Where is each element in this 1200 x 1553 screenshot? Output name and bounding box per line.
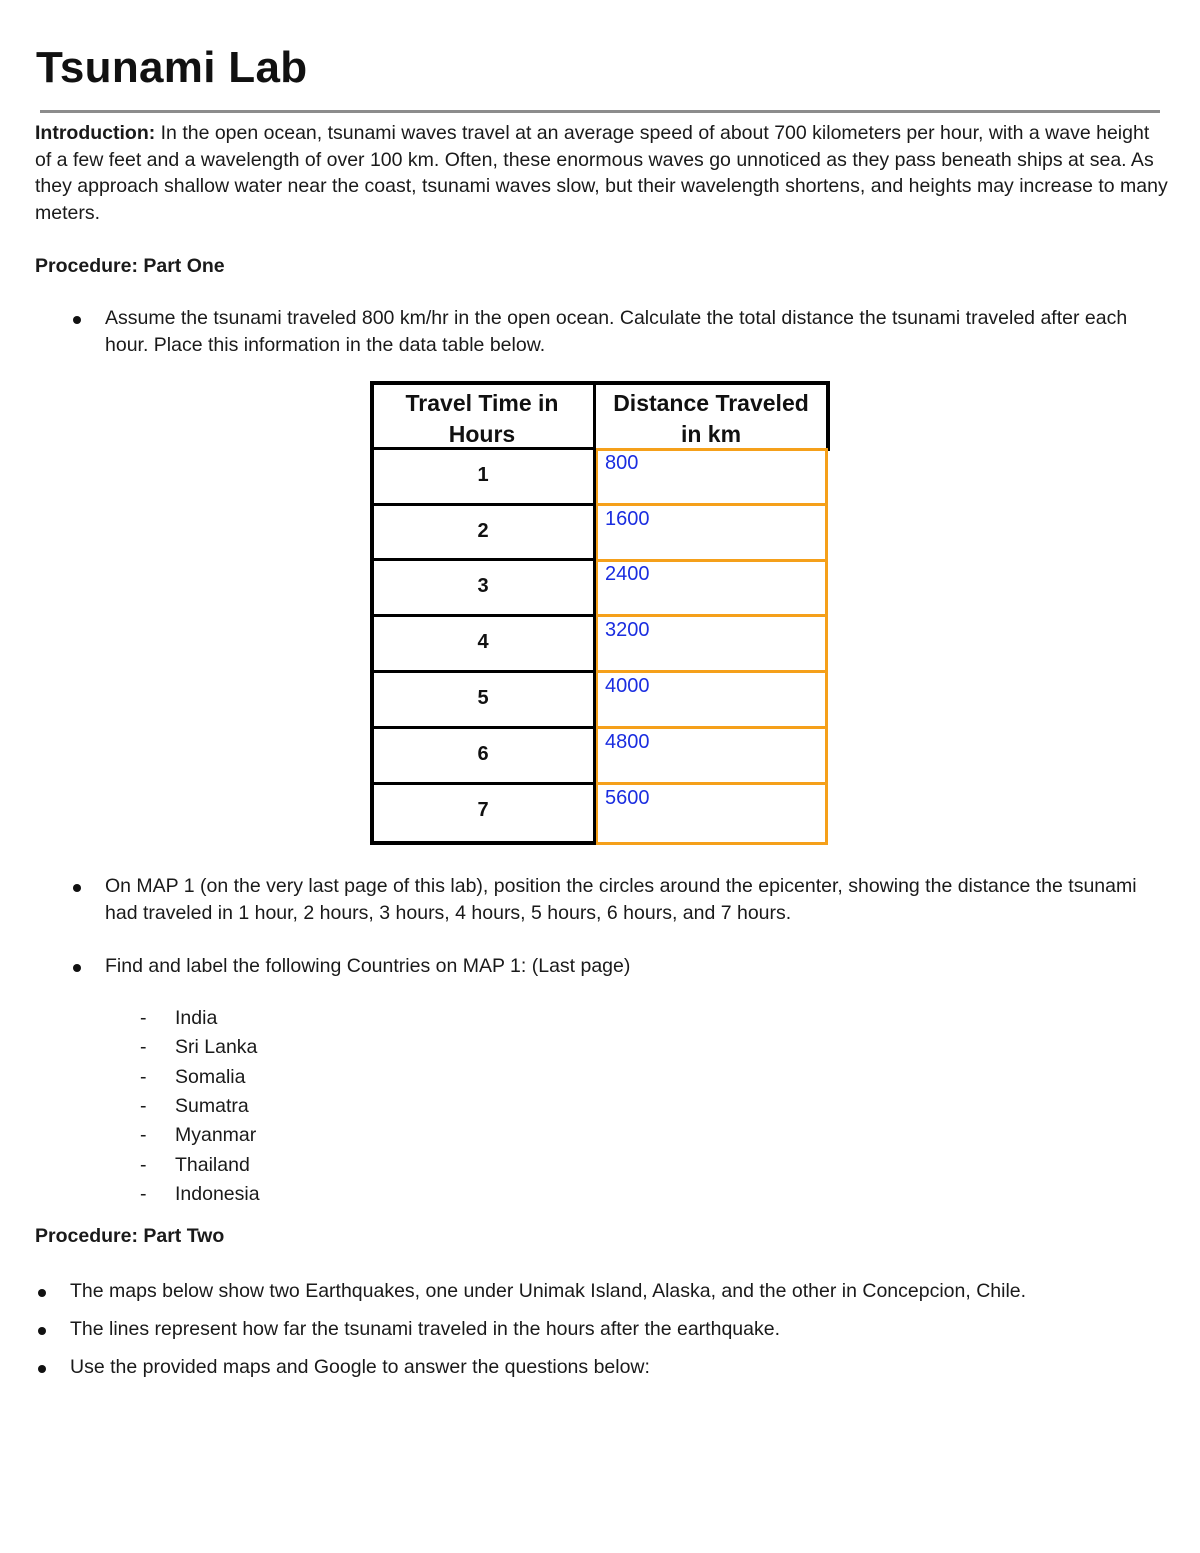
- table-border-top: [370, 381, 830, 385]
- answer-row-divider: [596, 503, 828, 506]
- country-name: Somalia: [175, 1066, 246, 1088]
- table-cell-hours: 2: [477, 520, 489, 542]
- answer-row-divider: [596, 614, 828, 617]
- dash-marker: -: [140, 1066, 147, 1088]
- introduction-text: In the open ocean, tsunami waves travel at an average speed of about 700 kilometers per hour, with a wave height of a few feet and a wavelength of over 100 km. Often, these enormous waves go unnoticed as they pass beneath ships at sea. As they approach shallow water near the coast, tsunami waves slow, but their wavelength shortens, and heights may increase to many meters.: [35, 122, 1168, 224]
- dash-marker: -: [140, 1124, 147, 1146]
- table-header-travel-time: Travel Time in Hours: [405, 390, 559, 447]
- table-border-left: [370, 381, 374, 845]
- bullet-dot-icon: [38, 1289, 46, 1297]
- bullet-item: [70, 873, 1150, 929]
- table-cell-distance[interactable]: 800: [605, 452, 639, 474]
- table-cell-distance[interactable]: 3200: [605, 619, 650, 641]
- table-border-bottom: [370, 841, 596, 845]
- title-divider: [40, 110, 1160, 113]
- introduction-paragraph: [35, 120, 1170, 226]
- answer-border-top: [596, 448, 828, 451]
- answer-row-divider: [596, 670, 828, 673]
- dash-marker: -: [140, 1036, 147, 1058]
- table-cell-distance[interactable]: 5600: [605, 787, 650, 809]
- part-one-heading: Procedure: Part One: [35, 255, 225, 277]
- country-name: Sumatra: [175, 1095, 249, 1117]
- data-table: [370, 381, 830, 845]
- table-border-right-header: [826, 381, 830, 451]
- bullet-dot-icon: [73, 316, 81, 324]
- bullet-dot-icon: [73, 964, 81, 972]
- table-cell-hours: 3: [477, 575, 489, 597]
- table-cell-hours: 7: [477, 799, 489, 821]
- answer-row-divider: [596, 782, 828, 785]
- introduction-label: Introduction:: [35, 122, 156, 144]
- country-list-item: [140, 1122, 440, 1148]
- table-row-divider: [370, 726, 596, 729]
- bullet-text: Find and label the following Countries on MAP 1: (Last page): [105, 955, 631, 977]
- table-cell-distance[interactable]: 1600: [605, 508, 650, 530]
- bullet-dot-icon: [38, 1327, 46, 1335]
- country-name: Thailand: [175, 1154, 250, 1176]
- table-row-divider: [370, 782, 596, 785]
- part-two-heading: Procedure: Part Two: [35, 1225, 225, 1247]
- dash-marker: -: [140, 1095, 147, 1117]
- answer-row-divider: [596, 559, 828, 562]
- country-list-item: [140, 1005, 440, 1031]
- table-row-divider: [370, 558, 596, 561]
- country-list-item: [140, 1152, 440, 1178]
- answer-border-left: [596, 448, 598, 845]
- bullet-text: The maps below show two Earthquakes, one under Unimak Island, Alaska, and the other in Concepcion, Chile.: [70, 1280, 1027, 1302]
- country-list-item: [140, 1034, 440, 1060]
- table-row-divider: [370, 503, 596, 506]
- table-row-divider: [370, 447, 596, 450]
- bullet-item: [70, 305, 1150, 361]
- bullet-item: [70, 953, 1150, 981]
- table-cell-hours: 5: [477, 687, 489, 709]
- bullet-text: The lines represent how far the tsunami traveled in the hours after the earthquake.: [70, 1318, 780, 1340]
- country-name: India: [175, 1007, 218, 1029]
- bullet-item: [35, 1354, 1165, 1382]
- country-list-item: [140, 1181, 440, 1207]
- bullet-item: [35, 1316, 1165, 1344]
- table-row-divider: [370, 670, 596, 673]
- table-row-divider: [370, 614, 596, 617]
- table-cell-distance[interactable]: 4800: [605, 731, 650, 753]
- dash-marker: -: [140, 1007, 147, 1029]
- dash-marker: -: [140, 1154, 147, 1176]
- bullet-dot-icon: [38, 1365, 46, 1373]
- dash-marker: -: [140, 1183, 147, 1205]
- country-name: Sri Lanka: [175, 1036, 258, 1058]
- table-cell-hours: 1: [477, 464, 489, 486]
- bullet-dot-icon: [73, 884, 81, 892]
- table-cell-hours: 6: [477, 743, 489, 765]
- page-title: Tsunami Lab: [36, 43, 308, 92]
- country-name: Myanmar: [175, 1124, 257, 1146]
- bullet-text: Use the provided maps and Google to answer the questions below:: [70, 1356, 650, 1378]
- country-list-item: [140, 1093, 440, 1119]
- country-list-item: [140, 1064, 440, 1090]
- table-cell-distance[interactable]: 2400: [605, 563, 650, 585]
- answer-border-bottom: [596, 842, 828, 845]
- bullet-text: On MAP 1 (on the very last page of this lab), position the circles around the epicenter, showing the distance the tsunami had traveled in 1 hour, 2 hours, 3 hours, 4 hours, 5 hours, 6 hours, and 7 hours.: [105, 875, 1137, 924]
- answer-border-right: [825, 448, 828, 845]
- table-cell-hours: 4: [477, 631, 489, 653]
- bullet-text: Assume the tsunami traveled 800 km/hr in the open ocean. Calculate the total distance the tsunami traveled after each hour. Place this information in the data table below.: [105, 307, 1128, 356]
- bullet-item: [35, 1278, 1165, 1306]
- table-cell-distance[interactable]: 4000: [605, 675, 650, 697]
- answer-row-divider: [596, 726, 828, 729]
- country-name: Indonesia: [175, 1183, 260, 1205]
- table-header-distance: Distance Traveled in km: [613, 390, 809, 447]
